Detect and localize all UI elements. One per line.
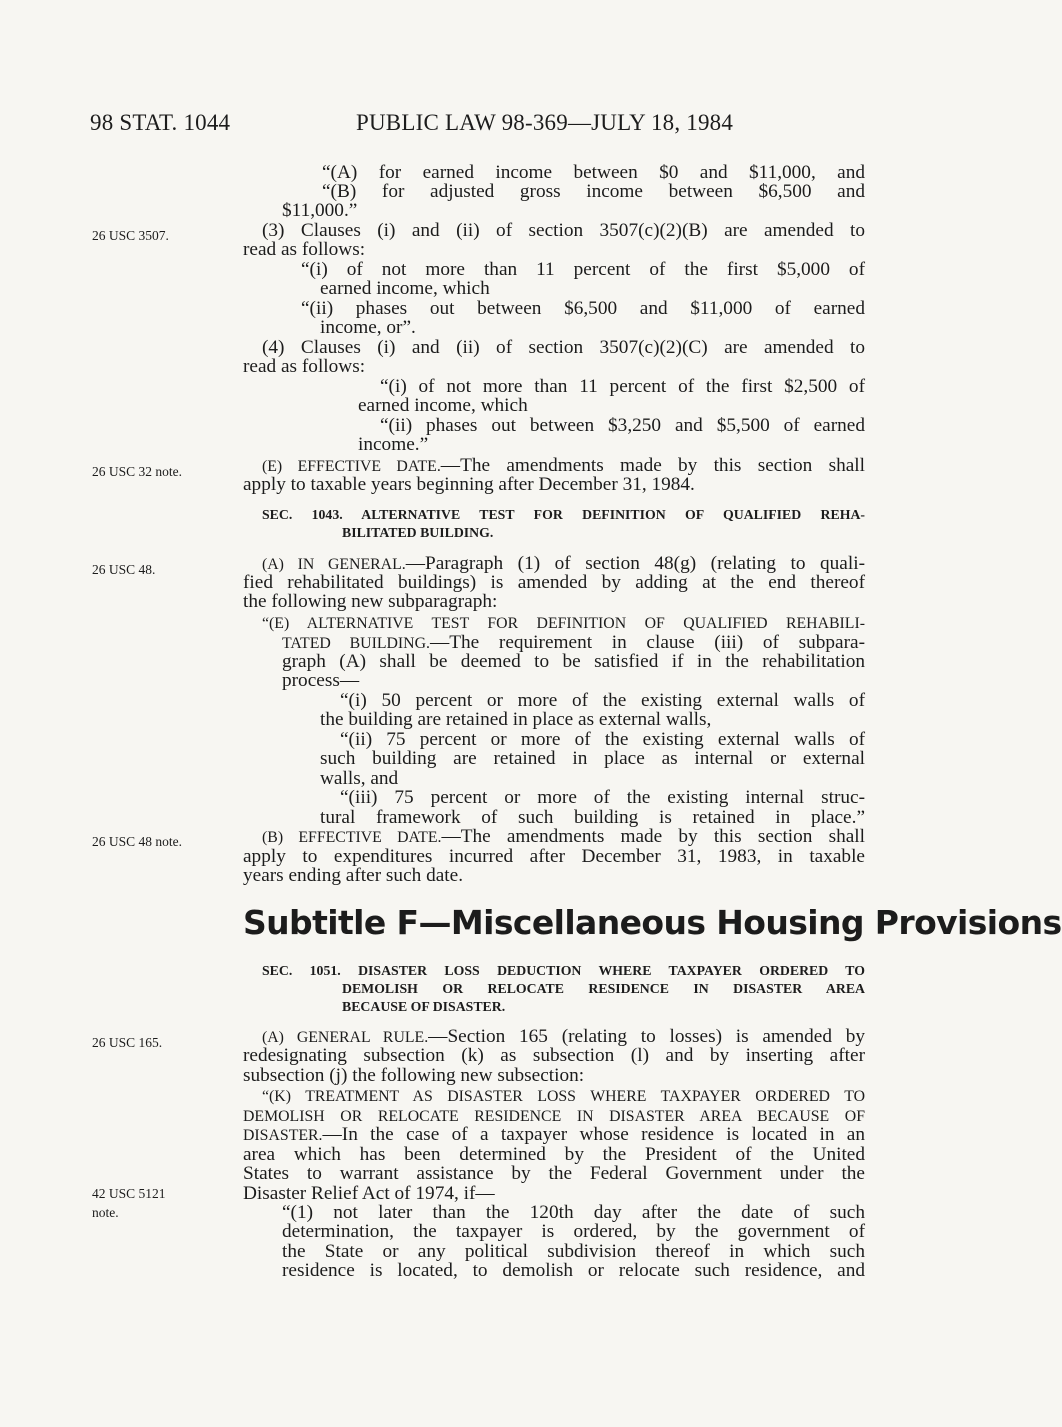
margin-note: 26 USC 32 note.: [92, 464, 183, 479]
caption: DISASTER.: [243, 1127, 323, 1144]
section-label: SEC. 1043.: [262, 507, 343, 522]
text-line: [243, 1125, 865, 1146]
margin-note: 26 USC 48 note.: [92, 834, 183, 849]
caption: (B) EFFECTIVE DATE.: [262, 829, 442, 846]
text-line: “(ii) 75 percent or more of the existing external walls of: [340, 729, 865, 750]
text-line: “(i) of not more than 11 percent of the first $2,500 of: [380, 376, 865, 397]
caption: “(E) ALTERNATIVE TEST FOR DEFINITION OF QUALIFIED REHABILI-: [262, 615, 865, 632]
text-line: area which has been determined by the President of the United: [243, 1144, 865, 1165]
text-line: $11,000.”: [282, 200, 358, 221]
text-line: “(i) 50 percent or more of the existing external walls of: [340, 690, 865, 711]
text-line: “(ii) phases out between $6,500 and $11,000 of earned: [301, 298, 865, 319]
margin-note: note.: [92, 1205, 119, 1220]
running-head: PUBLIC LAW 98-369—JULY 18, 1984: [356, 110, 734, 135]
text-line: apply to expenditures incurred after December 31, 1983, in taxable: [243, 846, 865, 867]
text-line: redesignating subsection (k) as subsection (l) and by inserting after: [243, 1045, 865, 1066]
caption: (A) GENERAL RULE.: [262, 1029, 429, 1046]
line-text: —The amendments made by this section shall: [440, 455, 865, 476]
text-line: earned income, which: [320, 278, 490, 299]
line-text: —In the case of a taxpayer whose residence is located in an: [322, 1124, 865, 1145]
text-line: read as follows:: [243, 239, 366, 260]
text-line: (3) Clauses (i) and (ii) of section 3507(c)(2)(B) are amended to: [262, 220, 865, 241]
text-line: read as follows:: [243, 356, 366, 377]
section-heading: [262, 507, 865, 523]
text-line: income, or”.: [320, 317, 416, 338]
text-line: income.”: [358, 434, 429, 455]
text-line: Disaster Relief Act of 1974, if—: [243, 1183, 495, 1204]
text-line: tural framework of such building is retained in place.”: [320, 807, 865, 828]
text-line: “(1) not later than the 120th day after the date of such: [282, 1202, 865, 1223]
section-label: SEC. 1051.: [262, 963, 341, 978]
margin-note: 26 USC 3507.: [92, 228, 169, 243]
line-text: —Paragraph (1) of section 48(g) (relating to quali-: [405, 553, 865, 574]
text-line: “(iii) 75 percent or more of the existing internal struc-: [340, 787, 865, 808]
text-line: “(A) for earned income between $0 and $11,000, and: [322, 162, 865, 183]
text-line: “(B) for adjusted gross income between $6,500 and: [322, 181, 865, 202]
line-text: —Section 165 (relating to losses) is amended by: [428, 1026, 865, 1047]
section-title: BILITATED BUILDING.: [342, 525, 494, 540]
text-line: residence is located, to demolish or relocate such residence, and: [282, 1260, 865, 1281]
text-line: “(ii) phases out between $3,250 and $5,500 of earned: [380, 415, 865, 436]
text-line: the State or any political subdivision thereof in which such: [282, 1241, 865, 1262]
section-title: DISASTER LOSS DEDUCTION WHERE TAXPAYER ORDERED TO: [358, 963, 865, 978]
line-text: —The requirement in clause (iii) of subpara-: [429, 632, 865, 653]
caption: (E) EFFECTIVE DATE.: [262, 458, 441, 475]
text-line: graph (A) shall be deemed to be satisfied if in the rehabilitation: [282, 651, 865, 672]
text-line: apply to taxable years beginning after December 31, 1984.: [243, 474, 695, 495]
text-line: [262, 613, 865, 634]
text-line: subsection (j) the following new subsection:: [243, 1065, 585, 1086]
caption: TATED BUILDING.: [282, 635, 430, 652]
text-line: [262, 827, 865, 848]
text-line: the following new subparagraph:: [243, 591, 498, 612]
section-title: DEMOLISH OR RELOCATE RESIDENCE IN DISASTER AREA: [342, 981, 865, 996]
text-line: earned income, which: [358, 395, 528, 416]
text-line: fied rehabilitated buildings) is amended by adding at the end thereof: [243, 572, 865, 593]
margin-note: 42 USC 5121: [92, 1186, 166, 1201]
text-line: process—: [282, 670, 360, 691]
page-number: 98 STAT. 1044: [90, 110, 231, 135]
margin-note: 26 USC 48.: [92, 562, 156, 577]
text-line: the building are retained in place as external walls,: [320, 709, 712, 730]
section-heading: [262, 963, 865, 979]
caption: (A) IN GENERAL.: [262, 556, 406, 573]
line-text: —The amendments made by this section shall: [441, 826, 866, 847]
subtitle-heading: Subtitle F—Miscellaneous Housing Provisions: [243, 903, 1062, 942]
section-title: ALTERNATIVE TEST FOR DEFINITION OF QUALIFIED REHA-: [361, 507, 866, 522]
text-line: walls, and: [320, 768, 399, 789]
margin-note: 26 USC 165.: [92, 1035, 163, 1050]
caption: “(K) TREATMENT AS DISASTER LOSS WHERE TAXPAYER ORDERED TO: [262, 1088, 865, 1105]
text-line: years ending after such date.: [243, 865, 464, 886]
text-line: States to warrant assistance by the Federal Government under the: [243, 1163, 865, 1184]
text-line: determination, the taxpayer is ordered, by the government of: [282, 1221, 865, 1242]
text-line: [262, 1086, 865, 1107]
section-title: BECAUSE OF DISASTER.: [342, 999, 506, 1014]
text-line: “(i) of not more than 11 percent of the first $5,000 of: [301, 259, 865, 280]
text-line: (4) Clauses (i) and (ii) of section 3507(c)(2)(C) are amended to: [262, 337, 865, 358]
text-line: such building are retained in place as internal or external: [320, 748, 865, 769]
caption: DEMOLISH OR RELOCATE RESIDENCE IN DISASTER AREA BECAUSE OF: [243, 1108, 865, 1125]
